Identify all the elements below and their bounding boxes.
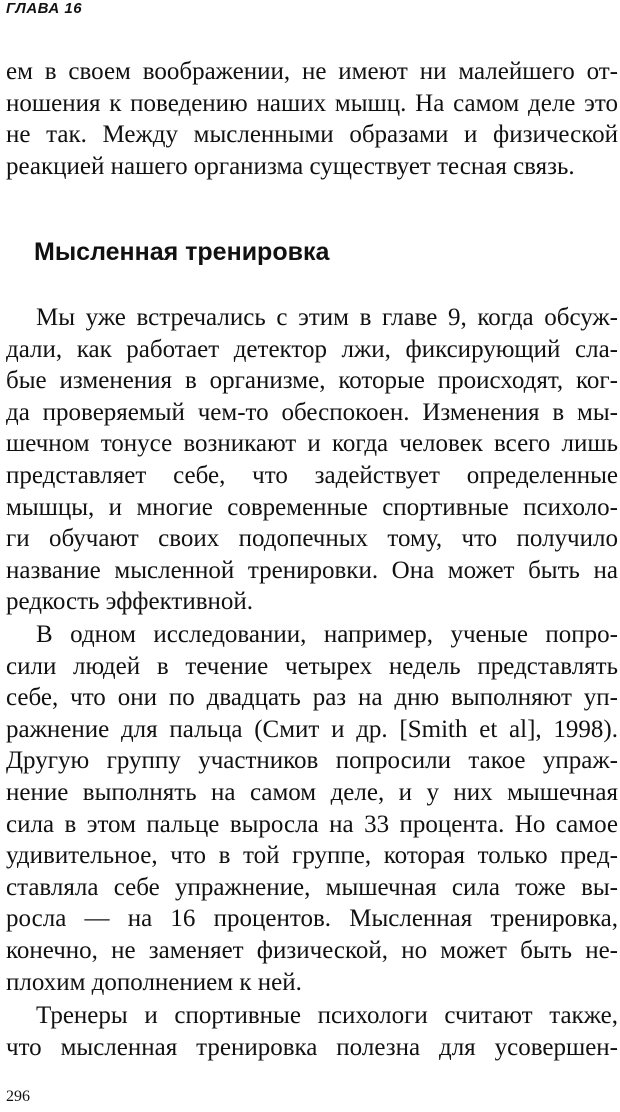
text-line: удивительное, что в той группе, которая только пред-	[6, 842, 618, 870]
text-line: плохим дополнением к ней.	[6, 968, 302, 996]
paragraph-4	[6, 1000, 618, 1063]
text-line: сила в этом пальце выросла на 33 процента. Но самое	[6, 810, 618, 838]
text-line: ражнение для пальца (Смит и др. [Smith et al], 1998).	[6, 715, 618, 743]
text-line: росла — на 16 процентов. Мысленная тренировка,	[6, 905, 618, 933]
text-line: да проверяемый чем-то обеспокоен. Изменения в мы-	[6, 398, 618, 426]
text-line: редкость эффективной.	[6, 588, 254, 616]
paragraph-3	[6, 619, 618, 998]
page-number: 296	[6, 1088, 30, 1105]
text-line: Другую группу участников попросили такое упраж-	[6, 747, 618, 775]
section-title: Мысленная тренировка	[34, 238, 330, 266]
paragraph-2	[6, 302, 618, 618]
text-line: конечно, не заменяет физической, но может быть не-	[6, 936, 618, 964]
running-header: ГЛАВА 16	[6, 0, 83, 17]
text-line: шечном тонусе возникают и когда человек всего лишь	[6, 430, 618, 458]
text-line: нение выполнять на самом деле, и у них мышечная	[6, 778, 618, 806]
paragraph-1	[6, 56, 618, 182]
text-line: представляет себе, что задействует определенные	[6, 461, 618, 489]
text-line: реакцией нашего организма существует тесная связь.	[6, 152, 575, 180]
text-line: ги обучают своих подопечных тому, что получило	[6, 525, 618, 553]
text-line: мышцы, и многие современные спортивные психоло-	[6, 493, 618, 521]
text-line: бые изменения в организме, которые происходят, ког-	[6, 367, 618, 395]
text-line: себе, что они по двадцать раз на дню выполняют уп-	[6, 684, 618, 712]
text-line: В одном исследовании, например, ученые попро-	[36, 621, 618, 648]
text-line: что мысленная тренировка полезна для усовершен-	[6, 1033, 618, 1061]
text-line: ем в своем воображении, не имеют ни малейшего от-	[6, 58, 618, 85]
text-line: ношения к поведению наших мышц. На самом деле это	[6, 89, 618, 117]
text-line: сили людей в течение четырех недель представлять	[6, 652, 618, 680]
text-line: не так. Между мысленными образами и физической	[6, 121, 618, 149]
text-line: дали, как работает детектор лжи, фиксирующий сла-	[6, 335, 618, 363]
text-line: название мысленной тренировки. Она может быть на	[6, 556, 618, 584]
text-line: Мы уже встречались с этим в главе 9, когда обсуж-	[36, 304, 618, 331]
text-line: ставляла себе упражнение, мышечная сила тоже вы-	[6, 873, 618, 901]
text-line: Тренеры и спортивные психологи считают также,	[36, 1002, 618, 1029]
